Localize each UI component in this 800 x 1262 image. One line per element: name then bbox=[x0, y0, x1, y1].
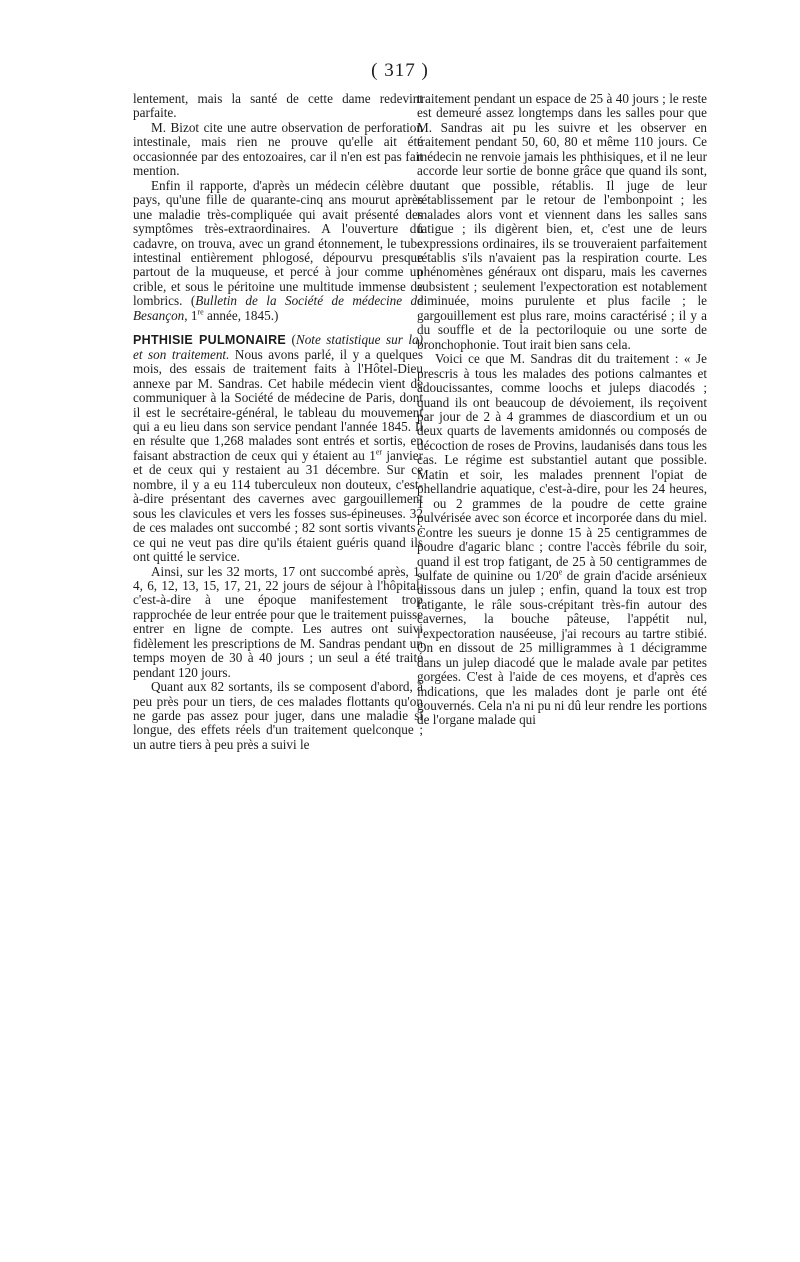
paragraph bbox=[133, 179, 423, 324]
left-column bbox=[133, 92, 423, 752]
page-number: ( 317 ) bbox=[371, 60, 429, 81]
paragraph: Ainsi, sur les 32 morts, 17 ont succombé après, 1, 4, 6, 12, 13, 15, 17, 21, 22 jours de séjour à l'hôpital, c'est-à-dire à une époque manifestement trop rapprochée de leur entrée pour que le traitement puisse entrer en ligne de compte. Les autres ont suivi fidèlement les prescriptions de M. Sandras pendant un temps moyen de 30 à 40 jours ; un seul a été traité pendant 120 jours. bbox=[133, 563, 423, 680]
paragraph-text: de grain d'acide arsénieux dissous dans un julep ; enfin, quand la toux est trop fatigante, le râle sous-crépitant très-fin autour des cavernes, la bouche pâteuse, l'appétit nul, l'expectoration nauséeuse, j'ai recours au tartre stibié. On en dissout de 25 milligrammes à 1 décigramme dans un julep diacodé que le malade avale par petites gorgées. C'est à l'aide de ces moyens, et d'après ces indications, que les malades dont je parle ont été gouvernés. Cela n'a ni pu ni dû leur rendre les portions de l'organe malade qui bbox=[417, 567, 707, 728]
right-column bbox=[417, 92, 707, 728]
superscript: e bbox=[558, 567, 563, 577]
paragraph-text: Enfin il rapporte, d'après un médecin célèbre du pays, qu'une fille de quarante-cinq ans mourut après une maladie très-compliquée qui avait présenté des symptômes très-extraordinaires. A l'ouverture du cadavre, on trouva, avec un grand étonnement, le tube intestinal entièrement phlogosé, dépourvu presque partout de la muqueuse, et percé à jour comme un crible, et sous le péritoine une multitude immense de lombrics. ( bbox=[133, 177, 423, 309]
paragraph bbox=[417, 352, 707, 728]
paragraph: M. Bizot cite une autre observation de perforation intestinale, mais rien ne prouve qu'elle ait été occasionnée par des entozoaires, car il n'en est pas fait mention. bbox=[133, 119, 423, 179]
citation: Bulletin de la Société de médecine de Besançon bbox=[133, 293, 423, 323]
citation-year-pre: , 1 bbox=[184, 307, 198, 323]
paragraph-text: janvier et de ceux qui y restaient au 31 décembre. Sur ce nombre, il y a eu 114 tuberculeux non douteux, c'est-à-dire présentant des cavernes avec gargouillement sous les clavicules et vers les fosses sus-épineuses. 32 de ces malades ont succombé ; 82 sont sortis vivants ; ce qui ne veut pas dire qu'ils étaient guéris quand ils ont quitté le service. bbox=[133, 447, 423, 565]
paragraph-text: Nous avons parlé, il y a quelques mois, des essais de traitement faits à l'Hôtel-Dieu annexe par M. Sandras. Cet habile médecin vient de communiquer à la Société de médecine de Paris, dont il est le secrétaire-général, le tableau du mouvement qui a eu lieu dans son service pendant l'année 1845. Il en résulte que 1,268 malades sont entrés et sortis, en faisant abstraction de ceux qui y étaient au 1 bbox=[133, 346, 424, 463]
paragraph: Quant aux 82 sortants, ils se composent d'abord, à peu près pour un tiers, de ces malades flottants qu'on ne garde pas assez pour juger, dans une maladie si longue, des effets réels d'un traitement quelconque ; un autre tiers à peu près a suivi le bbox=[133, 679, 423, 752]
superscript: er bbox=[375, 447, 383, 457]
paragraph-text: Voici ce que M. Sandras dit du traitement : « Je prescris à tous les malades des potions calmantes et adoucissantes, comme loochs et juleps diacodés ; quand ils ont beaucoup de dévoiement, ils reçoivent par jour de 2 à 4 grammes de diascordium et un ou deux quarts de lavements amidonnés ou composés de décoction de roses de Provins, laudanisés dans tous les cas. Le régime est substantiel autant que possible. Matin et soir, les malades prennent l'opiat de phellandrie aquatique, c'est-à-dire, pour les 24 heures, 1 ou 2 grammes de la poudre de cette graine pulvérisée avec son écorce et incorporée dans du miel. Contre les sueurs je donne 15 à 25 centigrammes de poudre d'agaric blanc ; contre l'accès fébrile du soir, quand il est trop fatigant, de 25 à 50 centigrammes de sulfate de quinine ou 1/20 bbox=[417, 351, 707, 583]
paragraph: traitement pendant un espace de 25 à 40 jours ; le reste est demeuré assez longtemps dans les salles pour que M. Sandras ait pu les suivre et les observer en traitement pendant 50, 60, 80 et même 110 jours. Ce médecin ne renvoie jamais les phthisiques, et il ne leur accorde leur sortie de bonne grâce que quand ils sont, autant que possible, rétablis. Il juge de leur rétablissement par le retour de l'embonpoint ; les malades alors vont et viennent dans les salles sans fatigue ; ils digèrent bien, et, c'est une de leurs expressions ordinaires, ils se trouveraient parfaitement rétablis s'ils n'avaient pas la respiration courte. Les phénomènes généraux ont disparu, mais les cavernes subsistent ; seulement l'expectoration est notablement diminuée, moins purulente et plus facile ; le gargouillement est plus rare, moins caractérisé ; il y a du souffle et de la pectoriloquie ou une sorte de bronchophonie. Tout irait bien sans cela. bbox=[417, 91, 707, 352]
section-subheading: Note statistique sur la) et son traitement. bbox=[133, 332, 423, 362]
section-paragraph bbox=[133, 333, 423, 564]
paragraph: lentement, mais la santé de cette dame redevint parfaite. bbox=[133, 91, 423, 121]
superscript: re bbox=[197, 307, 204, 317]
citation-year-post: année, 1845.) bbox=[203, 307, 279, 323]
section-heading: PHTHISIE PULMONAIRE bbox=[133, 333, 287, 348]
heading-open: ( bbox=[286, 332, 296, 348]
